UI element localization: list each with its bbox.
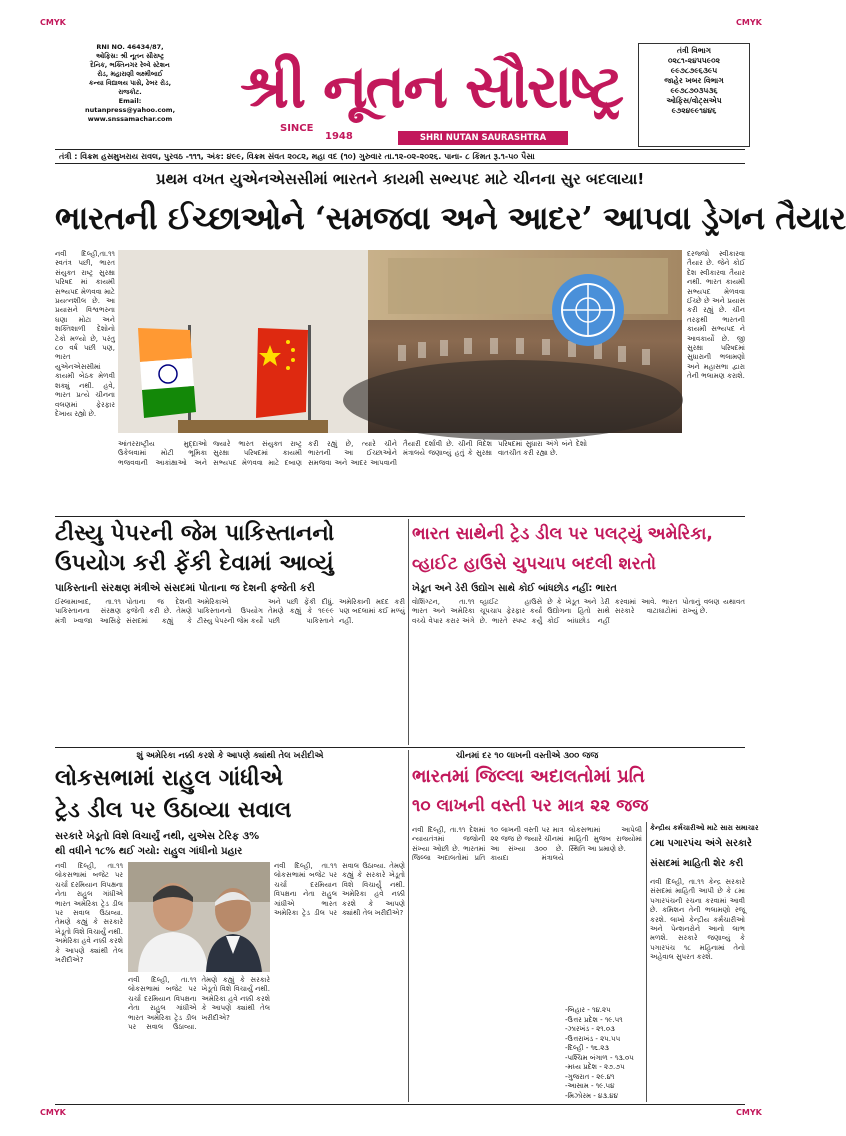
- stat-row: -મધ્ય પ્રદેશ - ૨૭.૭૫: [565, 1063, 625, 1071]
- address-line: RNI NO. 46434/87,: [96, 43, 164, 51]
- story2-body: ઈસ્લામાબાદ, તા.૧૧ પાકિસ્તાનના સંરક્ષણ મંત્રી ખ્વાજા આસિફે પોતાના જ દેશની ફજેતી કરી છે. તેમણે સંસદમાં કહ્યું કે અમેરિકાએ પાકિસ્તાનનો ઉપયોગ ટીસ્યુ પેપરની જેમ કર્યો અને પછી ફેંકી દીધું. તેમણે કહ્યું કે ૧૯૯૯ પછી પાકિસ્તાને અમેરિકાની મદદ કરી પણ બદલામાં કઈ મળ્યું નહીં.: [55, 598, 405, 625]
- stat-row: -પશ્ચિમ બંગાળ - ૧૩.૦૫: [565, 1053, 634, 1062]
- stat-row: -ઉત્તર પ્રદેશ - ૧૯.૫૧: [565, 1015, 623, 1024]
- story4-body-right: નવી દિલ્હી, તા.૧૧ લોકસભામાં બજેટ પર ચર્ચા દરમિયાન વિપક્ષના નેતા રાહુલ ગાંધીએ ભારત અમેરિકા ટ્રેડ ડીલ પર સવાલ ઉઠાવ્યા. તેમણે કહ્યું કે સરકારે ખેડૂતો વિશે વિચાર્યું નથી. અમેરિકા હવે નક્કી કરશે કે આપણે ક્યાંથી તેલ ખરીદીએ?: [274, 862, 405, 918]
- stat-row: -મિઝોરમ - ૪૩.૪૪: [565, 1091, 618, 1100]
- lead-headline: ભારતની ઈચ્છાઓને ‘સમજવા અને આદર’ આપવા ડ્રેગન તૈયાર: [55, 199, 846, 237]
- section-rule: [55, 747, 745, 748]
- column-divider: [408, 519, 409, 745]
- story2-headline-line2: ઉપયોગ કરી ફેંકી દેવામાં આવ્યું: [55, 551, 334, 576]
- email-link[interactable]: nutanpress@yahoo.com,: [84, 106, 176, 114]
- address-line: રાજકોટ.: [118, 88, 142, 96]
- address-line: કન્યા વિદ્યાલય પાસે, ઢેબર રોડ,: [88, 79, 172, 87]
- story4-subheadline-line1: સરકારે ખેડૂતો વિશે વિચાર્યું નથી, યુએસ ટેરિફ ૩%: [55, 831, 260, 842]
- contact-line: તંત્રી વિભાગ: [676, 46, 712, 55]
- since-label: SINCE: [280, 123, 314, 134]
- cmyk-mark: CMYK: [40, 1108, 66, 1117]
- address-line: રોડ, મહારાણી લક્ષ્મીબાઈ: [97, 70, 163, 78]
- page-bottom-rule: [55, 1104, 745, 1105]
- column-divider: [408, 750, 409, 1102]
- lead-body: આંતરરાષ્ટ્રીય મુદ્દાઓ ઉકેલવામાં મોટી ભૂમિકા ભજવવાની આકાંક્ષાઓ અને જ્યારે ભારત સંયુક્ત રાષ્ટ્ર સુરક્ષા પરિષદમાં કાયમી સભ્યપદ મેળવવા માટે દબાણ કરી રહ્યું છે, ત્યારે ચીને ભારતની આ ઈચ્છાઓને સમજવા અને આદર આપવાની તૈયારી દર્શાવી છે. ચીની વિદેશ મંત્રાલયે જણાવ્યું હતું કે સુરક્ષા પરિષદમાં સુધારા અંગે બંને દેશો વાતચીત કરી રહ્યા છે.: [118, 440, 587, 467]
- story4-body-left: નવી દિલ્હી, તા.૧૧ લોકસભામાં બજેટ પર ચર્ચા દરમિયાન વિપક્ષના નેતા રાહુલ ગાંધીએ ભારત અમેરિકા ટ્રેડ ડીલ પર સવાલ ઉઠાવ્યા. તેમણે કહ્યું કે સરકારે ખેડૂતો વિશે વિચાર્યું નથી. અમેરિકા હવે નક્કી કરશે કે આપણે ક્યાંથી તેલ ખરીદીએ?: [55, 862, 123, 965]
- section-rule: [55, 516, 745, 517]
- story5-headline-line2: ૧૦ લાખની વસ્તી પર માત્ર ૨૨ જજ: [412, 796, 649, 816]
- story5-body: નવી દિલ્હી, તા.૧૧ દેશમાં ન્યાયતંત્રમાં જજોની સંખ્યા ઓછી છે. ભારતમાં જિલ્લા અદાલતોમાં પ્રતિ ૧૦ લાખની વસ્તી પર માત્ર ૨૨ જજ છે જ્યારે ચીનમાં આ સંખ્યા ૩૦૦ છે. કાયદા મંત્રાલયે લોકસભામાં આપેલી માહિતી મુજબ રાજ્યોમાં સ્થિતિ આ પ્રમાણે છે.: [412, 826, 642, 863]
- cmyk-mark: CMYK: [736, 1108, 762, 1117]
- un-security-council-photo: [118, 250, 682, 433]
- column-divider: [646, 822, 647, 1102]
- stat-row: -ગુજરાત - ૨૯.૪૧: [565, 1072, 615, 1081]
- stat-row: -ઝારખંડ - ૨૧.૦૩: [565, 1025, 615, 1033]
- story4-headline-line2: ટ્રેડ ડીલ પર ઉઠાવ્યા સવાલ: [55, 798, 292, 823]
- stat-row: -આસામ - ૧૯.૫૪: [565, 1082, 615, 1090]
- story3-headline-line2: વ્હાઈટ હાઉસે ચુપચાપ બદલી શરતો: [412, 554, 657, 574]
- contact-line: ૦૨૮૧-૨૪૫૫૯૦૨: [667, 56, 721, 65]
- contact-line: જાહેર ખબર વિભાગ: [664, 76, 724, 85]
- contact-box: [638, 43, 750, 147]
- story4-body-center: નવી દિલ્હી, તા.૧૧ લોકસભામાં બજેટ પર ચર્ચા દરમિયાન વિપક્ષના નેતા રાહુલ ગાંધીએ ભારત અમેરિકા ટ્રેડ ડીલ પર સવાલ ઉઠાવ્યા. તેમણે કહ્યું કે સરકારે ખેડૂતો વિશે વિચાર્યું નથી. અમેરિકા હવે નક્કી કરશે કે આપણે ક્યાંથી તેલ ખરીદીએ?: [128, 976, 270, 1032]
- newspaper-title: શ્રી નૂતન સૌરાષ્ટ્ર: [240, 52, 623, 122]
- masthead-address: [60, 43, 200, 147]
- contact-line: ઓફિસ/વોટ્સએપ: [666, 96, 722, 105]
- story4-headline-line1: લોકસભામાં રાહુલ ગાંધીએ: [55, 766, 283, 791]
- issue-info-bar: તંત્રી : વિક્રમ હસમુખરાય રાવલ, પુરવઠ -૧૧૧, અંક: ૪૯૯, વિક્રમ સંવત ૨૦૮૨, મહા વદ (૧૦) ગુરુવાર તા.૧૨-૦૨-૨૦૨૬. પાના- ૮ કિંમત રૂ.૧-૫૦ પૈસા: [55, 149, 745, 164]
- story5-headline-line1: ભારતમાં જિલ્લા અદાલતોમાં પ્રતિ: [412, 766, 645, 787]
- story6-body: નવી દિલ્હી, તા.૧૧ કેન્દ્ર સરકારે સંસદમાં માહિતી આપી છે કે ૮મા પગારપંચની રચના કરવામાં આવી છે. કમિશન તેની ભલામણો રજૂ કરશે. લાખો કેન્દ્રીય કર્મચારીઓ અને પેન્શનરોને આનો લાભ મળશે. સરકારે જણાવ્યું કે પગારપંચ ૧૮ મહિનામાં તેનો અહેવાલ સુપરત કરશે.: [650, 878, 745, 962]
- lead-kicker: પ્રથમ વખત યુએનએસસીમાં ભારતને કાયમી સભ્યપદ માટે ચીનના સુર બદલાયા!: [155, 170, 645, 188]
- lead-column-right: દરજ્જો સ્વીકારવા તૈયાર છે. જેને કોઈ દેશ સ્વીકારવા તૈયાર નથી. ભારત કાયમી સભ્યપદ મેળવવા ઈચ્છે છે અને પ્રયાસ કરી રહ્યું છે. ચીન તરફથી ભારતની કાયમી સભ્યપદ ને આવકાર્યો છે. જી સુરક્ષા પરિષદમાં સુધારાની ભલામણો અને મહાસભા દ્વારા તેની ભલામણ કરાશે.: [687, 250, 745, 381]
- story6-headline-line2: સંસદમાં માહિતી શેર કરી: [650, 858, 744, 869]
- cmyk-mark: CMYK: [40, 18, 66, 27]
- story5-kicker: ચીનમાં દર ૧૦ લાખની વસ્તીએ ૩૦૦ જજ: [455, 751, 599, 761]
- story3-subheadline: ખેડૂત અને ડેરી ઉદ્યોગ સાથે કોઈ બાંધછોડ નહીં: ભારત: [412, 583, 617, 594]
- since-year: 1948: [325, 131, 353, 142]
- story6-kicker: કેન્દ્રીય કર્મચારીઓ માટે સારા સમાચાર: [650, 824, 759, 832]
- story3-body: વોશિંગ્ટન, તા.૧૧ ભારત અને અમેરિકા વચ્ચે વેપાર કરાર અંગે વ્હાઈટ હાઉસે ચૂપચાપ ફેરફાર કર્યા છે. ભારતે સ્પષ્ટ કર્યું છે કે ખેડૂત અને ડેરી ઉદ્યોગના હિતો સાથે કોઈ બાંધછોડ નહીં કરવામાં આવે. ભારત સરકારે વાટાઘાટોમાં પોતાનું વલણ યથાવત રાખ્યું છે.: [412, 598, 745, 625]
- contact-line: ૯૭૨૪૯૯૧૪૪૬: [671, 106, 717, 115]
- masthead: [60, 43, 750, 147]
- website-link[interactable]: www.snssamachar.com: [87, 115, 173, 123]
- story2-subheadline: પાકિસ્તાની સંરક્ષણ મંત્રીએ સંસદમાં પોતાના જ દેશની ફજેતી કરી: [55, 583, 315, 594]
- story4-kicker: શું અમેરિકા નક્કી કરશે કે આપણે ક્યાંથી તેલ ખરીદીએ: [136, 751, 324, 761]
- contact-line: ૯૯૭૮૭૯૬૩૯૫: [670, 66, 718, 75]
- stat-row: -ઉત્તરાખંડ - ૨૫.૫૫: [565, 1034, 621, 1043]
- story2-headline-line1: ટીસ્યુ પેપરની જેમ પાકિસ્તાનનો: [55, 521, 335, 546]
- story4-subheadline-line2: થી વધીને ૧૮% થઈ ગયો: રાહુલ ગાંધીનો પ્રહાર: [55, 846, 243, 857]
- address-line: ઓફિસ: શ્રી નૂતન સૌરાષ્ટ્ર: [95, 52, 165, 60]
- address-line: દૈનિક, ભક્તિનગર રેલ્વે સ્ટેશન: [90, 61, 170, 69]
- stat-row: -બિહાર - ૧૪.૨૫: [565, 1006, 611, 1014]
- english-title-banner: SHRI NUTAN SAURASHTRA: [398, 131, 568, 145]
- address-line: Email:: [118, 97, 142, 105]
- story3-headline-line1: ભારત સાથેની ટ્રેડ ડીલ પર પલટ્યું અમેરિકા,: [412, 524, 713, 544]
- story6-headline-line1: ૮મા પગારપંચ અંગે સરકારે: [650, 838, 752, 849]
- cmyk-mark: CMYK: [736, 18, 762, 27]
- contact-line: ૯૯૭૮૭૦૩૫૩૬: [670, 86, 718, 95]
- rahul-gandhi-photo: [128, 862, 270, 972]
- photo-illustration: [118, 250, 682, 433]
- story5-state-stats: [565, 1006, 642, 1102]
- stat-row: -દિલ્હી - ૧૬.૨૩: [565, 1044, 609, 1052]
- portrait-illustration: [128, 862, 270, 972]
- lead-column-left: નવી દિલ્હી,તા.૧૧ સ્વતંત્ર પછી, ભારત સંયુક્ત રાષ્ટ્ર સુરક્ષા પરિષદ માં કાયમી સભ્યપદ મેળવવા માટે પ્રયત્નશીલ છે. આ પ્રયાસને વિશ્વભરના ઘણા મોટા અને શક્તિશાળી દેશોનો ટેકો મળ્યો છે, પરંતુ ૮૦ વર્ષ પછી પણ, ભારત યુએનએસસીમાં કાયમી બેઠક મેળવી શક્યું નથી. હવે, ભારત પ્રત્યે ચીનના વલણમાં ફેરફાર દેખાય રહ્યો છે.: [55, 250, 115, 418]
